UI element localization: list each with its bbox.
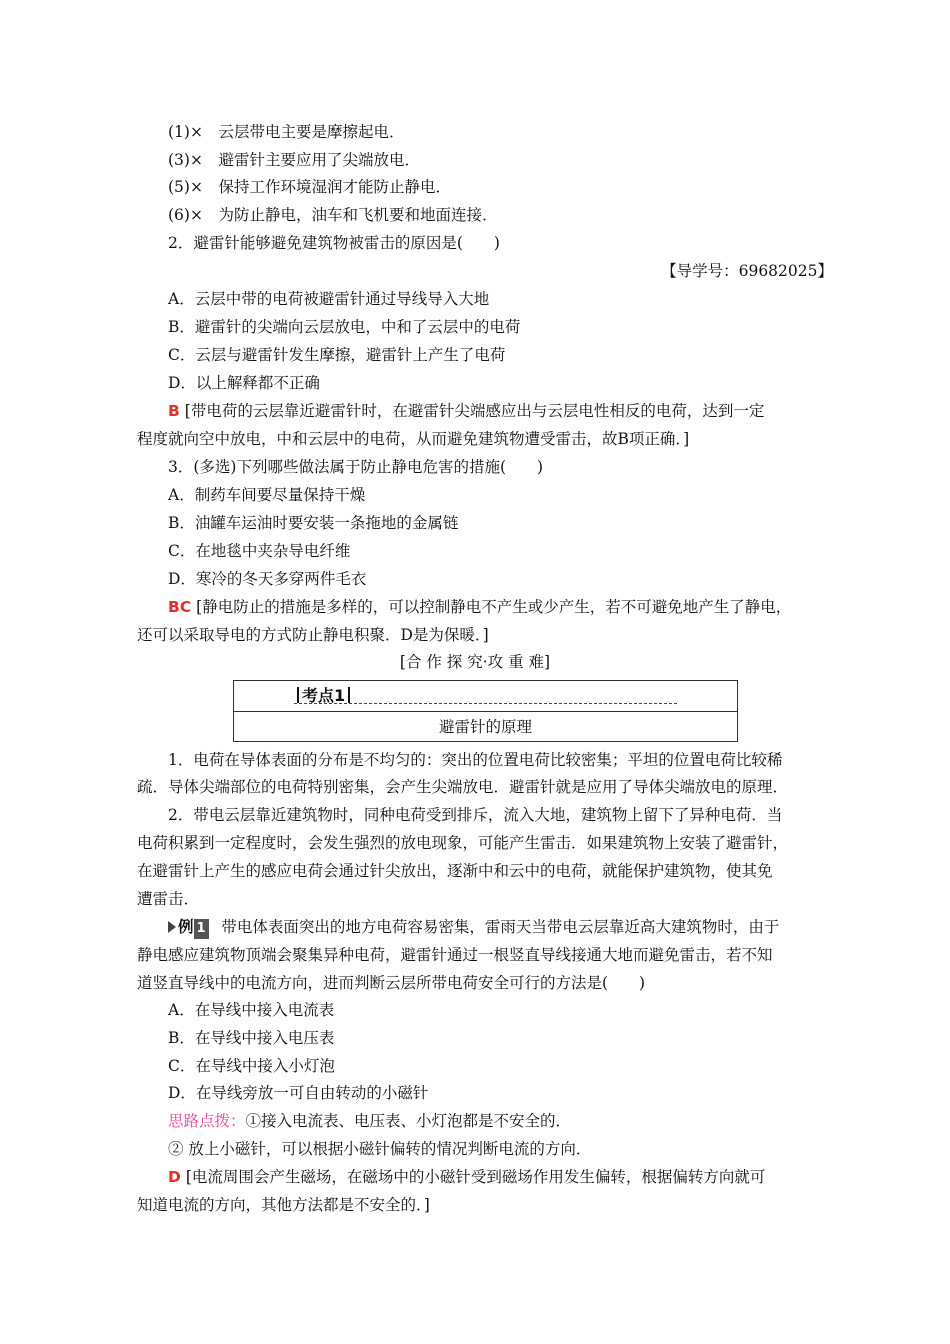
kaodian-box (233, 680, 738, 742)
q3-explanation-line1 (168, 597, 791, 617)
q2-explanation-line2: 程度就向空中放电，中和云层中的电荷，从而避免建筑物遭受雷击，故B项正确．] (137, 430, 690, 448)
question-3-stem: 3．(多选)下列哪些做法属于防止静电危害的措施( ) (168, 458, 544, 476)
q3-explain-text: [静电防止的措施是多样的，可以控制静电不产生或少产生，若不可避免地产生了静电， (196, 598, 792, 616)
q2-option-c: C．云层与避雷针发生摩擦，避雷针上产生了电荷 (168, 346, 506, 364)
section-title: [合 作 探 究·攻 重 难] (399, 653, 551, 671)
example-explanation-line2: 知道电流的方向，其他方法都是不安全的．] (137, 1196, 430, 1214)
hint-text-1: ①接入电流表、电压表、小灯泡都是不安全的． (245, 1112, 572, 1130)
hint-label: 思路点拨： (168, 1112, 246, 1130)
q3-option-a: A．制药车间要尽量保持干燥 (168, 486, 366, 504)
kaodian-dashed-line (294, 703, 677, 704)
play-arrow-icon (168, 921, 176, 933)
q2-explain-text: [带电荷的云层靠近避雷针时，在避雷针尖端感应出与云层电性相反的电荷，达到一定 (184, 402, 765, 420)
para2-line3: 在避雷针上产生的感应电荷会通过针尖放出，逐渐中和云中的电荷，就能保护建筑物，使其免 (137, 862, 773, 880)
q2-option-a: A．云层中带的电荷被避雷针通过导线导入大地 (168, 290, 490, 308)
example-line3: 道竖直导线中的电流方向，进而判断云层所带电荷安全可行的方法是( ) (137, 974, 646, 992)
example-option-d: D．在导线旁放一可自由转动的小磁针 (168, 1084, 429, 1102)
q2-answer: B (168, 402, 180, 420)
q3-answer: BC (168, 598, 192, 616)
example-number: 1 (194, 919, 209, 939)
q2-option-d: D．以上解释都不正确 (168, 374, 320, 392)
hint-line2: ② 放上小磁针，可以根据小磁针偏转的情况判断电流的方向． (168, 1140, 592, 1158)
question-2-stem: 2．避雷针能够避免建筑物被雷击的原因是( ) (168, 234, 500, 252)
example-text: 带电体表面突出的地方电荷容易密集，雷雨天当带电云层靠近高大建筑物时，由于 (221, 918, 780, 936)
answer-line-3: (3)× 避雷针主要应用了尖端放电． (168, 151, 420, 169)
q3-explanation-line2: 还可以采取导电的方式防止静电积聚．D是为保暖．] (137, 626, 489, 644)
example-label: 例 (178, 918, 194, 936)
para1-line1: 1．电荷在导体表面的分布是不均匀的：突出的位置电荷比较密集；平坦的位置电荷比较稀 (168, 751, 783, 769)
kaodian-header (234, 681, 737, 712)
q3-option-c: C．在地毯中夹杂导电纤维 (168, 542, 351, 560)
answer-line-1: (1)× 云层带电主要是摩擦起电． (168, 123, 405, 141)
hint-line1 (168, 1111, 571, 1131)
q3-option-d: D．寒冷的冬天多穿两件毛衣 (168, 570, 367, 588)
para2-line1: 2．带电云层靠近建筑物时，同种电荷受到排斥，流入大地，建筑物上留下了异种电荷．当 (168, 806, 783, 824)
para2-line2: 电荷积累到一定程度时，会发生强烈的放电现象，可能产生雷击．如果建筑物上安装了避雷针， (137, 834, 789, 852)
example-line2: 静电感应建筑物顶端会聚集异种电荷，避雷针通过一根竖直导线接通大地而避免雷击，若不知 (137, 946, 773, 964)
example-explanation-line1 (168, 1167, 765, 1187)
q2-explanation-line1 (168, 401, 764, 421)
q2-option-b: B．避雷针的尖端向云层放电，中和了云层中的电荷 (168, 318, 521, 336)
example-option-a: A．在导线中接入电流表 (168, 1001, 335, 1019)
q3-option-b: B．油罐车运油时要安装一条拖地的金属链 (168, 514, 459, 532)
answer-line-6: (6)× 为防止静电，油车和飞机要和地面连接． (168, 206, 498, 224)
example-option-c: C．在导线中接入小灯泡 (168, 1057, 335, 1075)
para1-line2: 疏．导体尖端部位的电荷特别密集，会产生尖端放电．避雷针就是应用了导体尖端放电的原理． (137, 778, 789, 796)
example-explain-text: [电流周围会产生磁场，在磁场中的小磁针受到磁场作用发生偏转，根据偏转方向就可 (185, 1168, 766, 1186)
guide-number: 【导学号：69682025】 (661, 262, 833, 280)
example-answer: D (168, 1168, 181, 1186)
example-option-b: B．在导线中接入电压表 (168, 1029, 335, 1047)
kaodian-title: 避雷针的原理 (438, 718, 532, 736)
answer-line-5: (5)× 保持工作环境湿润才能防止静电． (168, 178, 451, 196)
example-line1 (168, 917, 779, 939)
para2-line4: 遭雷击． (137, 890, 200, 908)
kaodian-tag: 考点1 (294, 683, 353, 706)
